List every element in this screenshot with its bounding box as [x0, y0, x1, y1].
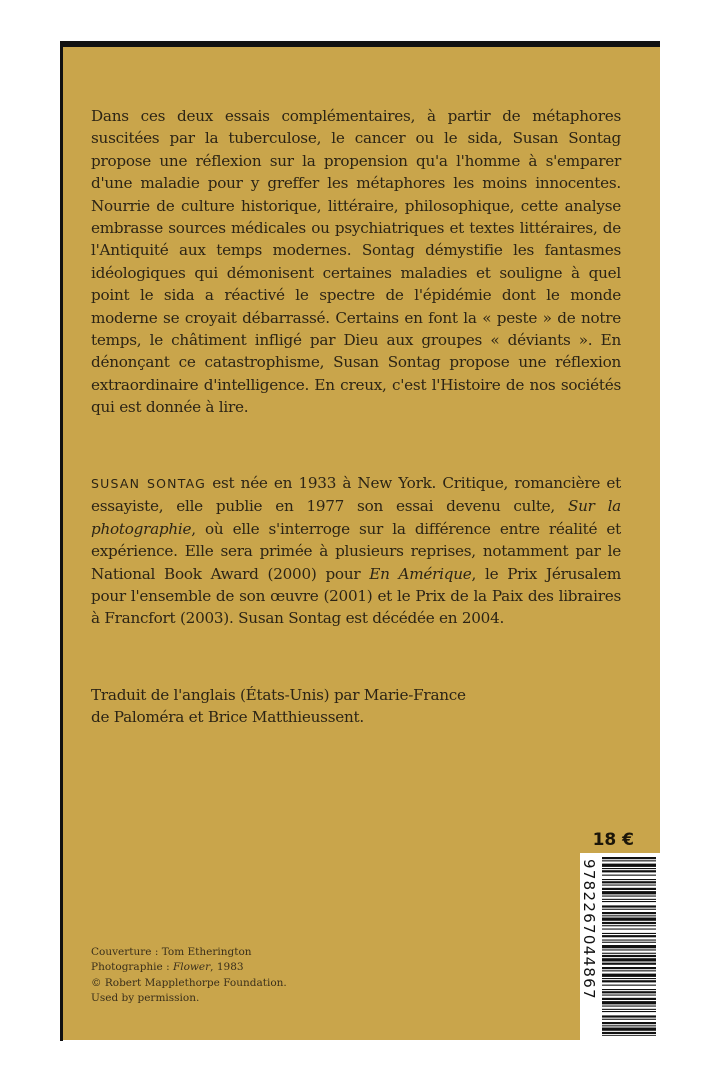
copyright-line: © Robert Mapplethorpe Foundation. — [91, 976, 287, 989]
barcode-bar — [602, 955, 656, 957]
cover-designer: Couverture : Tom Etherington — [91, 946, 252, 958]
barcode-bar — [602, 915, 656, 916]
bio-text-3: , le Prix Jérusalem pour l'ensemble de son œuvre (2001) et le Prix de la Paix des libraires à Francfort (2003). Susan Sontag est décédée en 2004. — [91, 564, 621, 628]
barcode-bar — [602, 1006, 656, 1007]
barcode-bar — [602, 888, 656, 890]
bio-text-1: est née en 1933 à New York. Critique, romancière et essayiste, elle publie en 1977 son essai devenu culte, — [91, 474, 621, 516]
barcode-bar — [602, 1015, 656, 1017]
barcode-bar — [602, 1001, 656, 1004]
translation-line-1: Traduit de l'anglais (États-Unis) par Marie-France — [91, 686, 466, 704]
bio-text-2: , où elle s'interroge sur la différence entre réalité et expérience. Elle sera primée à plusieurs reprises, notamment par le National Book Award (2000) pour — [91, 519, 621, 583]
barcode-bar — [602, 980, 656, 982]
price-label: 18 € — [592, 830, 634, 850]
barcode-bar — [602, 922, 656, 924]
photo-prefix: Photographie : — [91, 961, 173, 974]
barcode-bar — [602, 899, 656, 900]
barcode-bar — [602, 1011, 656, 1012]
permission-line: Used by permission. — [91, 992, 200, 1005]
barcode-bar — [602, 998, 656, 1000]
barcode-bar — [602, 1009, 656, 1010]
barcode-bar — [602, 870, 656, 872]
photo-credit — [91, 960, 351, 975]
author-bio — [91, 472, 621, 630]
book-title-en-amerique: En Amérique — [369, 564, 472, 583]
barcode-bar — [602, 1028, 656, 1031]
book-title-sur-la-photographie: Sur la photographie — [91, 497, 621, 538]
barcode-bar — [602, 1032, 656, 1034]
barcode-bar — [602, 942, 656, 943]
barcode-bar — [602, 891, 656, 894]
barcode-bar — [602, 901, 656, 902]
barcode-bar — [602, 875, 656, 876]
barcode-bar — [602, 940, 656, 941]
barcode-bar — [602, 864, 656, 867]
barcode — [602, 857, 656, 1036]
photo-title: Flower — [172, 961, 211, 974]
barcode-bar — [602, 896, 656, 897]
barcode-label — [580, 853, 660, 1040]
back-cover — [63, 47, 660, 1040]
translation-line-2: de Paloméra et Brice Matthieussent. — [91, 708, 364, 727]
barcode-bar — [602, 974, 656, 977]
barcode-bar — [602, 925, 656, 926]
barcode-bar — [602, 879, 656, 880]
barcode-bar — [602, 1025, 656, 1026]
barcode-bar — [602, 967, 656, 969]
description-paragraph: Dans ces deux essais complémentaires, à partir de métaphores suscitées par la tuberculose, le cancer ou le sida, Susan Sontag propose une réflexion sur la propension qu'a l'homme à s'emparer d'une maladie pour y greffer les métaphores les moins innocentes. Nourrie de culture historique, littéraire, philosophique, cette analyse embrasse sources médicales ou psychiatriques et textes littéraires, de l'Antiquité aux temps modernes. Sontag démystifie les fantasmes idéologiques qui démonisent certaines maladies et souligne à quel point le sida a réactivé le spectre de l'épidémie dont le monde moderne se croyait débarrassé. Certains en font la « peste » de notre temps, le châtiment infligé par Dieu aux groupes « déviants ». En dénonçant ce catastrophisme, Susan Sontag propose une réflexion extraordinaire d'intelligence. En creux, c'est l'Histoire de nos sociétés qui est donnée à lire. — [91, 107, 621, 417]
barcode-bar — [602, 953, 656, 954]
barcode-bar — [602, 995, 656, 996]
barcode-bar — [602, 881, 656, 883]
barcode-bar — [602, 1035, 656, 1036]
barcode-bar — [602, 970, 656, 971]
author-name: SUSAN SONTAG — [91, 476, 207, 491]
barcode-bar — [602, 933, 656, 934]
barcode-bar — [602, 935, 656, 937]
translation-credit — [91, 684, 621, 729]
barcode-bar — [602, 909, 656, 910]
photo-year: , 1983 — [210, 961, 244, 974]
barcode-bar — [602, 860, 656, 861]
barcode-bar — [602, 963, 656, 965]
barcode-bar — [602, 991, 656, 993]
barcode-bar — [602, 912, 656, 914]
barcode-bar — [602, 868, 656, 869]
barcode-bar — [602, 958, 656, 961]
barcode-bar — [602, 949, 656, 950]
barcode-bar — [602, 857, 656, 859]
barcode-bar — [602, 929, 656, 930]
barcode-bar — [602, 989, 656, 990]
cover-credits — [91, 945, 351, 1007]
barcode-bar — [602, 985, 656, 986]
barcode-bar — [602, 905, 656, 907]
barcode-bar — [602, 1019, 656, 1020]
barcode-bar — [602, 1022, 656, 1024]
barcode-bar — [602, 978, 656, 979]
isbn-digits: 9782267044867 — [580, 859, 598, 1000]
barcode-bar — [602, 885, 656, 886]
barcode-bar — [602, 918, 656, 921]
barcode-bar — [602, 945, 656, 948]
